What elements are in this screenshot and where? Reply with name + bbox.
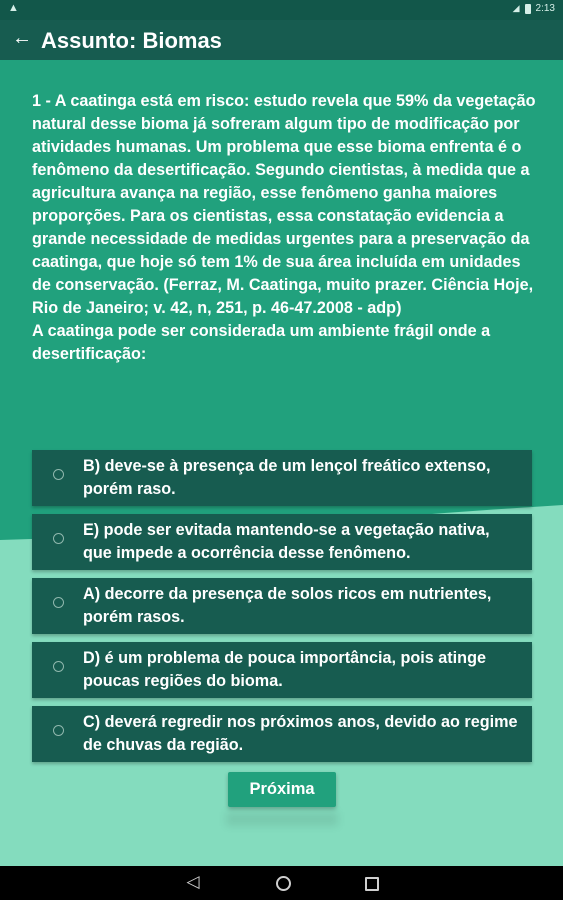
answer-option-label: C) deverá regredir nos próximos anos, devido ao regime de chuvas da região. <box>83 713 518 754</box>
answer-option-d[interactable] <box>32 642 532 698</box>
radio-icon[interactable] <box>53 661 64 672</box>
app-bar <box>0 20 563 60</box>
battery-icon <box>525 4 531 14</box>
answer-option-c[interactable] <box>32 706 532 762</box>
arrow-left-icon[interactable]: ← <box>12 27 32 49</box>
answer-option-label: D) é um problema de pouca importância, pois atinge poucas regiões do bioma. <box>83 649 486 690</box>
signal-icon: ◢ <box>512 3 520 13</box>
warning-triangle-icon: ▲ <box>8 2 19 14</box>
status-bar <box>0 0 563 20</box>
answer-options <box>32 450 532 770</box>
radio-icon[interactable] <box>53 725 64 736</box>
next-button[interactable]: Próxima <box>228 772 336 807</box>
answer-option-b[interactable] <box>32 450 532 506</box>
navigation-bar <box>0 866 563 900</box>
answer-option-label: B) deve-se à presença de um lençol freático extenso, porém raso. <box>83 457 491 498</box>
radio-icon[interactable] <box>53 597 64 608</box>
answer-option-label: E) pode ser evitada mantendo-se a vegetação nativa, que impede a ocorrência desse fenômeno. <box>83 521 490 562</box>
radio-icon[interactable] <box>53 533 64 544</box>
answer-option-label: A) decorre da presença de solos ricos em nutrientes, porém rasos. <box>83 585 492 626</box>
status-time: 2:13 <box>535 3 555 14</box>
circle-home-icon[interactable] <box>271 872 295 896</box>
triangle-back-icon[interactable]: ◁ <box>186 872 200 891</box>
question-text: 1 - A caatinga está em risco: estudo revela que 59% da vegetação natural desse bioma já sofreram algum tipo de modificação por atividades humanas. Um problema que esse bioma enfrenta é o fenômeno da desertificação. Segundo cientistas, à medida que a agricultura avança na região, esse fenômeno ganha maiores proporções. Para os cientistas, essa constatação evidencia a grande necessidade de medidas urgentes para a preservação da caatinga, que hoje só tem 1% de sua área incluída em unidades de conservação. (Ferraz, M. Caatinga, muito prazer. Ciência Hoje, Rio de Janeiro; v. 42, n, 251, p. 46-47.2008 - adp) A caatinga pode ser considerada um ambiente frágil onde a desertificação: <box>32 92 536 363</box>
answer-option-e[interactable] <box>32 514 532 570</box>
page-title: Assunto: Biomas <box>41 28 222 53</box>
next-button-shadow <box>226 812 338 826</box>
radio-icon[interactable] <box>53 469 64 480</box>
status-right <box>513 3 555 14</box>
square-recents-icon[interactable] <box>360 872 384 896</box>
answer-option-a[interactable] <box>32 578 532 634</box>
